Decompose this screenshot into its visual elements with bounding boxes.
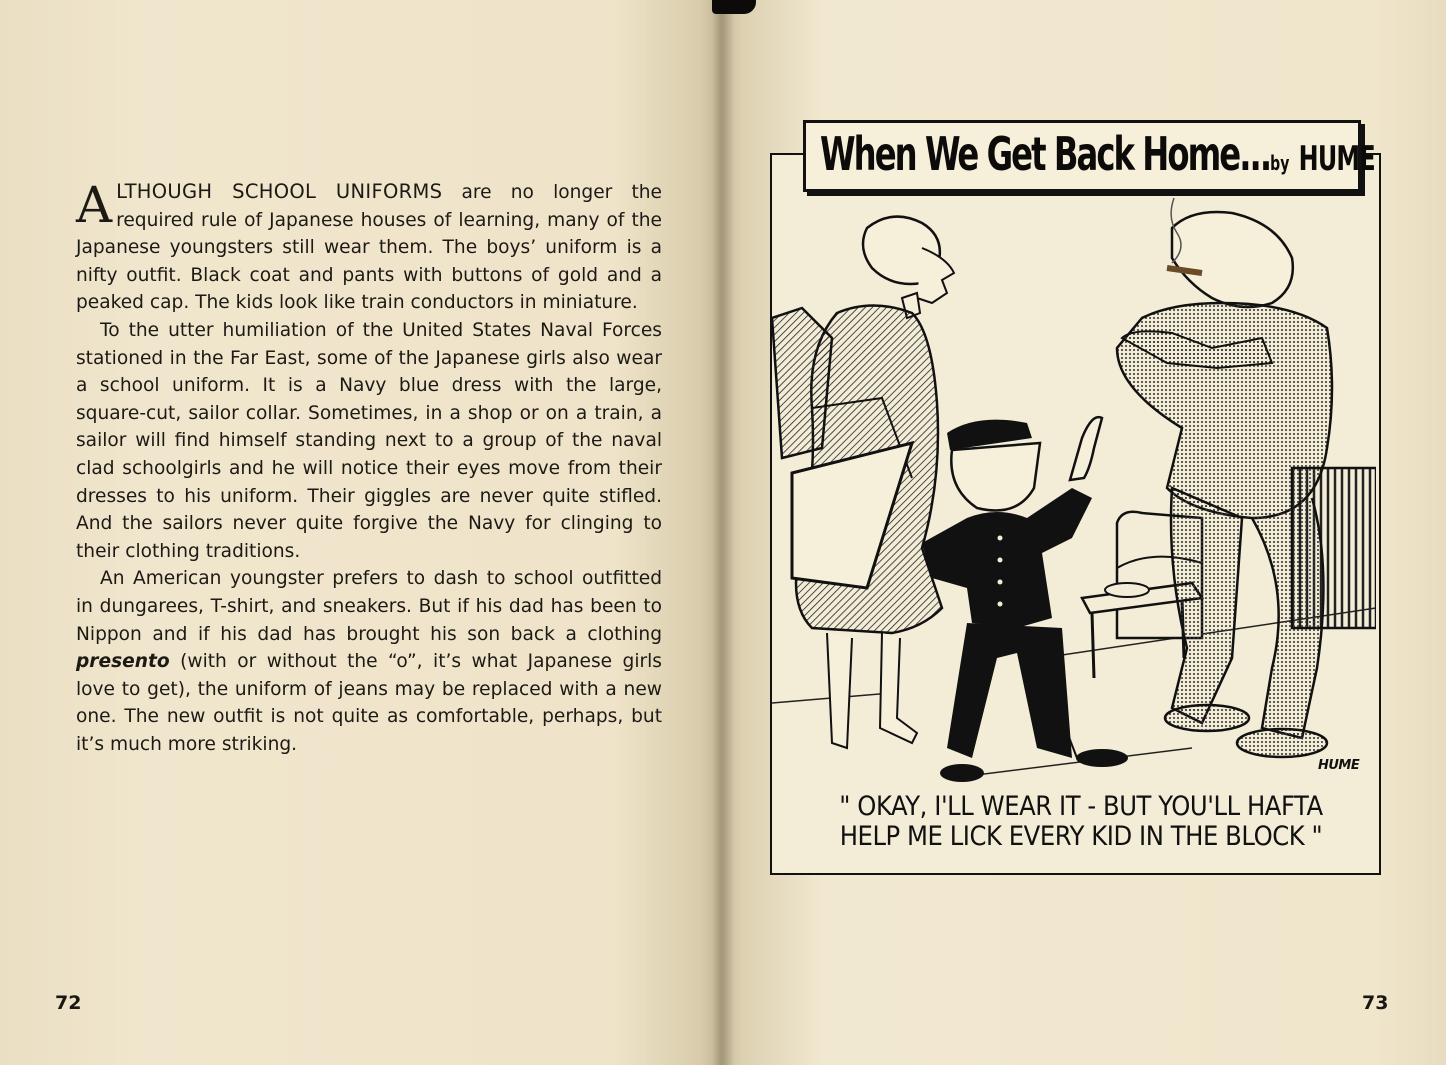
gutter-shadow	[712, 0, 734, 1065]
cartoon-title-main: When We Get Back Home...	[820, 127, 1271, 181]
woman-figure	[772, 217, 954, 748]
paragraph-3	[76, 565, 662, 758]
paragraph-1	[76, 178, 662, 317]
page-number-left: 72	[55, 992, 82, 1014]
drop-cap: A	[76, 176, 113, 234]
cartoon-title	[820, 127, 1375, 181]
binding-edge	[712, 0, 756, 14]
cartoon-title-by: by	[1270, 151, 1290, 175]
left-page	[0, 0, 722, 1065]
emphasis-presento: presento	[76, 651, 170, 673]
caption-line-2: HELP ME LICK EVERY KID IN THE BLOCK "	[839, 821, 1323, 852]
cartoon-title-box	[803, 120, 1375, 192]
caption-line-1: " OKAY, I'LL WEAR IT - BUT YOU'LL HAFTA	[839, 791, 1323, 822]
page-number-right: 73	[1362, 992, 1389, 1014]
cartoon-caption	[825, 792, 1338, 852]
artist-signature: HUME	[1318, 758, 1360, 773]
man-figure	[1117, 198, 1332, 757]
paragraph-1-text: are no longer the required rule of Japanese houses of learning, many of the Japanese youngsters still wear them. The boys’ uniform is a nifty outfit. Black coat and pants with buttons of gold and a peaked cap. The kids look like train conductors in miniature.	[76, 182, 662, 314]
paragraph-3-after: (with or without the “o”, it’s what Japanese girls love to get), the uniform of jeans may be replaced with a new one. The new outfit is not quite as comfortable, perhaps, but it’s much more striking.	[76, 651, 662, 755]
cartoon-illustration	[772, 188, 1376, 788]
paragraph-2: To the utter humiliation of the United States Naval Forces stationed in the Far East, some of the Japanese girls also wear a school uniform. It is a Navy blue dress with the large, square-cut, sailor collar. Sometimes, in a shop or on a train, a sailor will find himself standing next to a group of the naval clad schoolgirls and he will notice their eyes move from their dresses to his uniform. Their giggles are never quite stifled. And the sailors never quite forgive the Navy for clinging to their clothing traditions.	[76, 319, 662, 562]
paragraph-3-before: An American youngster prefers to dash to school outfitted in dungarees, T-shirt, and sneakers. But if his dad has been to Nippon and if his dad has brought his son back a clothing	[76, 568, 662, 645]
body-text	[76, 178, 662, 758]
cartoon-title-author: HUME	[1298, 139, 1375, 179]
lead-in: LTHOUGH SCHOOL UNIFORMS	[116, 180, 443, 203]
